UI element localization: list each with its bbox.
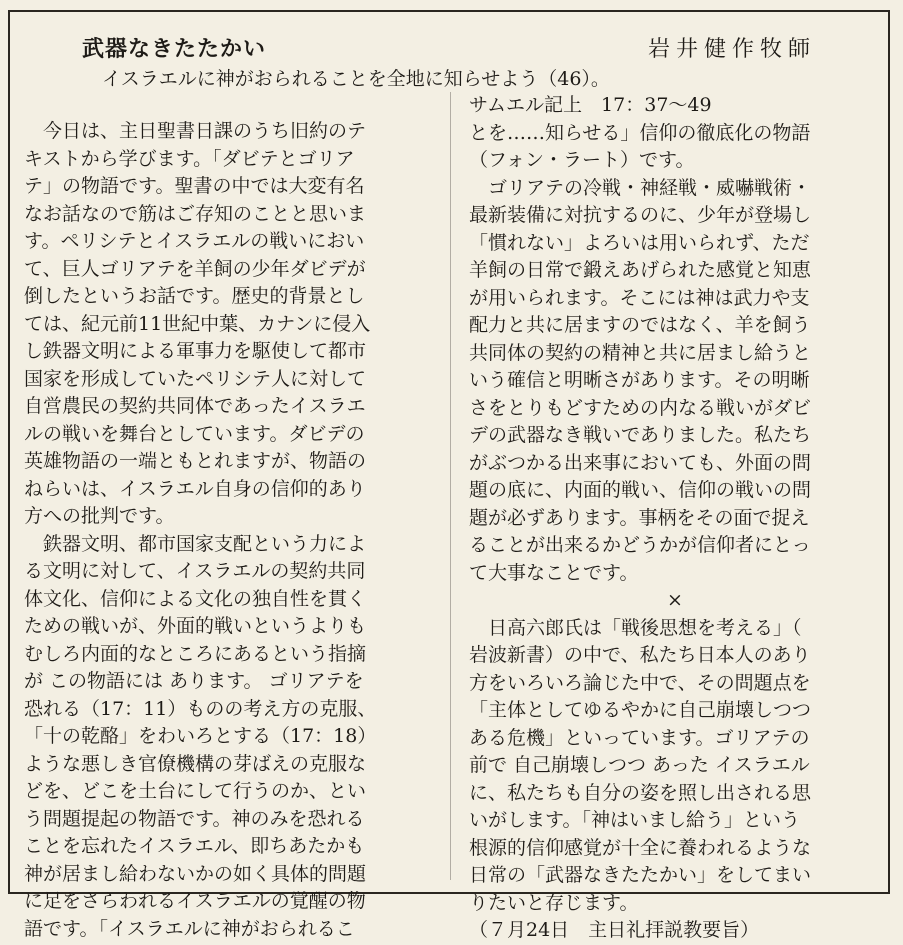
text-line: デの武器なき戦いでありました。私たち bbox=[469, 424, 812, 446]
text-line: 神が居まし給わないかの如く具体的問題 bbox=[24, 862, 367, 885]
text-line: 語です。「イスラエルに神がおられるこ bbox=[24, 917, 355, 940]
text-line: 体文化、信仰による文化の独自性を貫く bbox=[24, 587, 367, 610]
article-subtitle: イスラエルに神がおられることを全地に知らせよう（46）。 bbox=[102, 68, 610, 90]
text-line: いう確信と明晰さがあります。その明晰 bbox=[469, 369, 810, 391]
text-line: 最新装備に対抗するのに、少年が登場し bbox=[469, 204, 812, 226]
text-line: 自営農民の契約共同体であったイスラエ bbox=[24, 395, 366, 417]
text-line: ある危機」といっています。ゴリアテの bbox=[469, 726, 810, 749]
text-line: とを……知らせる」信仰の徹底化の物語 bbox=[469, 121, 811, 144]
text-line: が用いられます。そこには神は武力や支 bbox=[469, 286, 810, 309]
text-line: ための戦いが、外面的戦いというよりも bbox=[24, 615, 367, 637]
text-line: て、巨人ゴリアテを羊飼の少年ダビデが bbox=[24, 257, 366, 280]
text-line: 「主体としてゆるやかに自己崩壊しつつ bbox=[469, 699, 812, 721]
text-line: どを、どこを土台にして行うのか、とい bbox=[24, 780, 367, 802]
text-line: （フォン・ラート）です。 bbox=[469, 149, 695, 171]
text-line: が この物語には あります。 ゴリアテを bbox=[24, 670, 364, 692]
text-line: 国家を形成していたペリシテ人に対して bbox=[24, 367, 367, 390]
text-line: 配力と共に居ますのではなく、羊を飼う bbox=[469, 314, 811, 336]
text-line: さをとりもどすための内なる戦いがダビ bbox=[469, 396, 812, 419]
text-line: ては、紀元前11世紀中葉、カナンに侵入 bbox=[24, 312, 371, 335]
article-title: 武器なきたたかい bbox=[82, 37, 267, 62]
text-line: （７月24日 主日礼拝説教要旨） bbox=[469, 919, 760, 941]
text-line: キストから学びます。「ダビテとゴリア bbox=[24, 147, 355, 170]
text-line: 日常の「武器なきたたかい」をしてまい bbox=[469, 864, 812, 886]
text-line: いがします。「神はいまし給う」という bbox=[469, 809, 800, 831]
text-line: ような悪しき官僚機構の芽ばえの克服な bbox=[24, 752, 367, 775]
text-line: テ」の物語です。聖書の中では大変有名 bbox=[24, 175, 365, 197]
text-line: むしろ内面的なところにあるという指摘 bbox=[24, 642, 367, 665]
text-line: ことを忘れたイスラエル、即ちあたかも bbox=[24, 835, 365, 857]
text-line: に足をさらわれるイスラエルの覚醒の物 bbox=[24, 890, 366, 912]
text-line: 羊飼の日常で鍛えあげられた感覚と知恵 bbox=[469, 259, 812, 281]
text-line: う問題提起の物語です。神のみを恐れる bbox=[24, 807, 365, 830]
text-line: 鉄器文明、都市国家支配という力によ bbox=[24, 532, 367, 555]
text-line: ゴリアテの冷戦・神経戦・威嚇戦術・ bbox=[469, 176, 812, 199]
text-line: 日高六郎氏は「戦後思想を考える」（ bbox=[469, 616, 802, 639]
text-line: ねらいは、イスラエル自身の信仰的あり bbox=[24, 477, 366, 500]
text-line: 共同体の契約の精神と共に居まし給うと bbox=[469, 341, 812, 364]
text-line: し鉄器文明による軍事力を駆使して都市 bbox=[24, 340, 367, 362]
text-line: 倒したというお話です。歴史的背景とし bbox=[24, 285, 365, 307]
text-line: 「慣れない」よろいは用いられず、ただ bbox=[469, 231, 810, 254]
left-column bbox=[24, 118, 444, 943]
article-author: 岩井健作牧師 bbox=[648, 37, 817, 62]
text-line: ることが出来るかどうかが信仰者にとっ bbox=[469, 534, 811, 556]
right-column bbox=[469, 92, 881, 945]
text-line: る文明に対して、イスラエルの契約共同 bbox=[24, 560, 366, 582]
text-line: 方への批判です。 bbox=[24, 505, 175, 527]
text-line: 前で 自己崩壊しつつ あった イスラエル bbox=[469, 754, 810, 776]
text-line: 今日は、主日聖書日課のうち旧約のテ bbox=[24, 120, 367, 142]
text-line: 恐れる（17：11）ものの考え方の克服、 bbox=[24, 697, 377, 720]
column-divider bbox=[450, 92, 451, 880]
text-line: に、私たちも自分の姿を照し出される思 bbox=[469, 781, 812, 804]
text-line: りたいと存じます。 bbox=[469, 891, 639, 914]
text-line: 題が必ずあります。事柄をその面で捉え bbox=[469, 506, 810, 529]
text-line: がぶつかる出来事においても、外面の問 bbox=[469, 451, 812, 474]
text-line: て大事なことです。 bbox=[469, 561, 639, 584]
text-line: 方をいろいろ論じた中で、その問題点を bbox=[469, 671, 811, 694]
text-line: ルの戦いを舞台としています。ダビデの bbox=[24, 422, 365, 445]
text-line: 「十の乾酪」をわいろとする（17：18） bbox=[24, 725, 377, 747]
text-line: サムエル記上 17：37〜49 bbox=[469, 94, 712, 116]
text-line: 根源的信仰感覚が十全に養われるような bbox=[469, 836, 812, 859]
text-line: 岩波新書）の中で、私たち日本人のあり bbox=[469, 644, 811, 666]
text-line: 題の底に、内面的戦い、信仰の戦いの問 bbox=[469, 479, 812, 501]
text-line: なお話なので筋はご存知のことと思いま bbox=[24, 202, 367, 225]
text-line: す。ペリシテとイスラエルの戦いにおい bbox=[24, 230, 365, 252]
text-line: × bbox=[667, 589, 683, 611]
text-line: 英雄物語の一端ともとれますが、物語の bbox=[24, 450, 367, 472]
